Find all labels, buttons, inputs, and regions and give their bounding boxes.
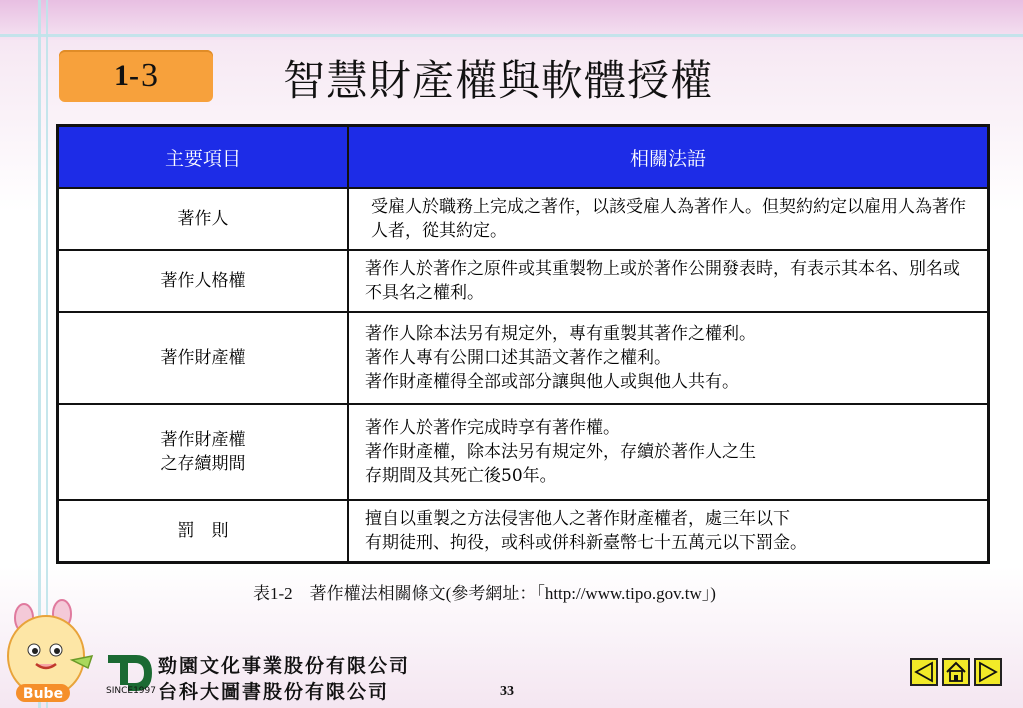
section-number-badge (59, 50, 213, 102)
term-cell (58, 404, 349, 500)
mascot-bube-icon (2, 598, 98, 706)
term-text: 著作財產權 (160, 348, 246, 368)
definition-cell (348, 188, 989, 250)
term-text: 著作人格權 (160, 271, 246, 291)
column-header-related-law: 相關法語 (348, 126, 989, 189)
company-name-line2: 台科大圖書股份有限公司 (158, 681, 390, 703)
definition-cell (348, 500, 989, 562)
definition-line: 擅自以重製之方法侵害他人之著作財產權者，處三年以下 (365, 508, 790, 529)
term-text: 之存續期間 (160, 454, 246, 474)
page-title: 智慧財產權與軟體授權 (283, 56, 714, 105)
logo-since-text: SINCE1997 (106, 686, 156, 696)
term-text: 著作財產權 (160, 430, 246, 450)
section-number-prefix: 1- (114, 59, 139, 92)
prev-slide-button[interactable] (910, 658, 938, 686)
mascot-label: Bube (22, 686, 64, 702)
decor-horizontal-line (0, 34, 1023, 37)
triangle-left-icon (912, 660, 936, 684)
term-cell (58, 188, 349, 250)
table-row (58, 188, 989, 250)
definition-cell (348, 250, 989, 312)
definition-text: 著作人於著作之原件或其重製物上或於著作公開發表時，有表示其本名、別名或不具名之權利。 (365, 259, 960, 303)
definition-line: 存期間及其死亡後50年。 (365, 466, 557, 486)
column-header-main-item: 主要項目 (58, 126, 349, 189)
home-button[interactable] (942, 658, 970, 686)
page-number: 33 (500, 684, 514, 699)
company-name-line1: 勁園文化事業股份有限公司 (158, 655, 411, 677)
term-cell (58, 500, 349, 562)
definition-line: 著作人於著作完成時享有著作權。 (365, 418, 620, 438)
definition-line: 著作財產權，除本法另有規定外，存續於著作人之生 (365, 442, 756, 462)
next-slide-button[interactable] (974, 658, 1002, 686)
definition-line: 著作人專有公開口述其語文著作之權利。 (365, 348, 671, 368)
definition-line: 著作財產權得全部或部分讓與他人或與他人共有。 (365, 372, 739, 392)
copyright-terms-table (56, 124, 990, 564)
term-cell (58, 250, 349, 312)
definition-line: 有期徒刑、拘役，或科或併科新臺幣七十五萬元以下罰金。 (365, 532, 807, 553)
table-caption: 表1-2 著作權法相關條文(參考網址：「http://www.tipo.gov.tw」) (253, 584, 716, 603)
table-row (58, 404, 989, 500)
home-icon (944, 660, 968, 684)
term-text: 罰 則 (177, 520, 229, 541)
definition-cell (348, 404, 989, 500)
section-number-suffix: 3 (141, 57, 158, 94)
table-row (58, 312, 989, 404)
definition-line: 著作人除本法另有規定外，專有重製其著作之權利。 (365, 324, 756, 344)
definition-cell (348, 312, 989, 404)
table-row (58, 250, 989, 312)
term-text: 著作人 (177, 209, 229, 229)
table-row (58, 500, 989, 562)
definition-text: 受雇人於職務上完成之著作，以該受雇人為著作人。但契約約定以雇用人為著作人者，從其約定。 (371, 197, 966, 241)
term-cell (58, 312, 349, 404)
table-header-row (58, 126, 989, 189)
triangle-right-icon (976, 660, 1000, 684)
